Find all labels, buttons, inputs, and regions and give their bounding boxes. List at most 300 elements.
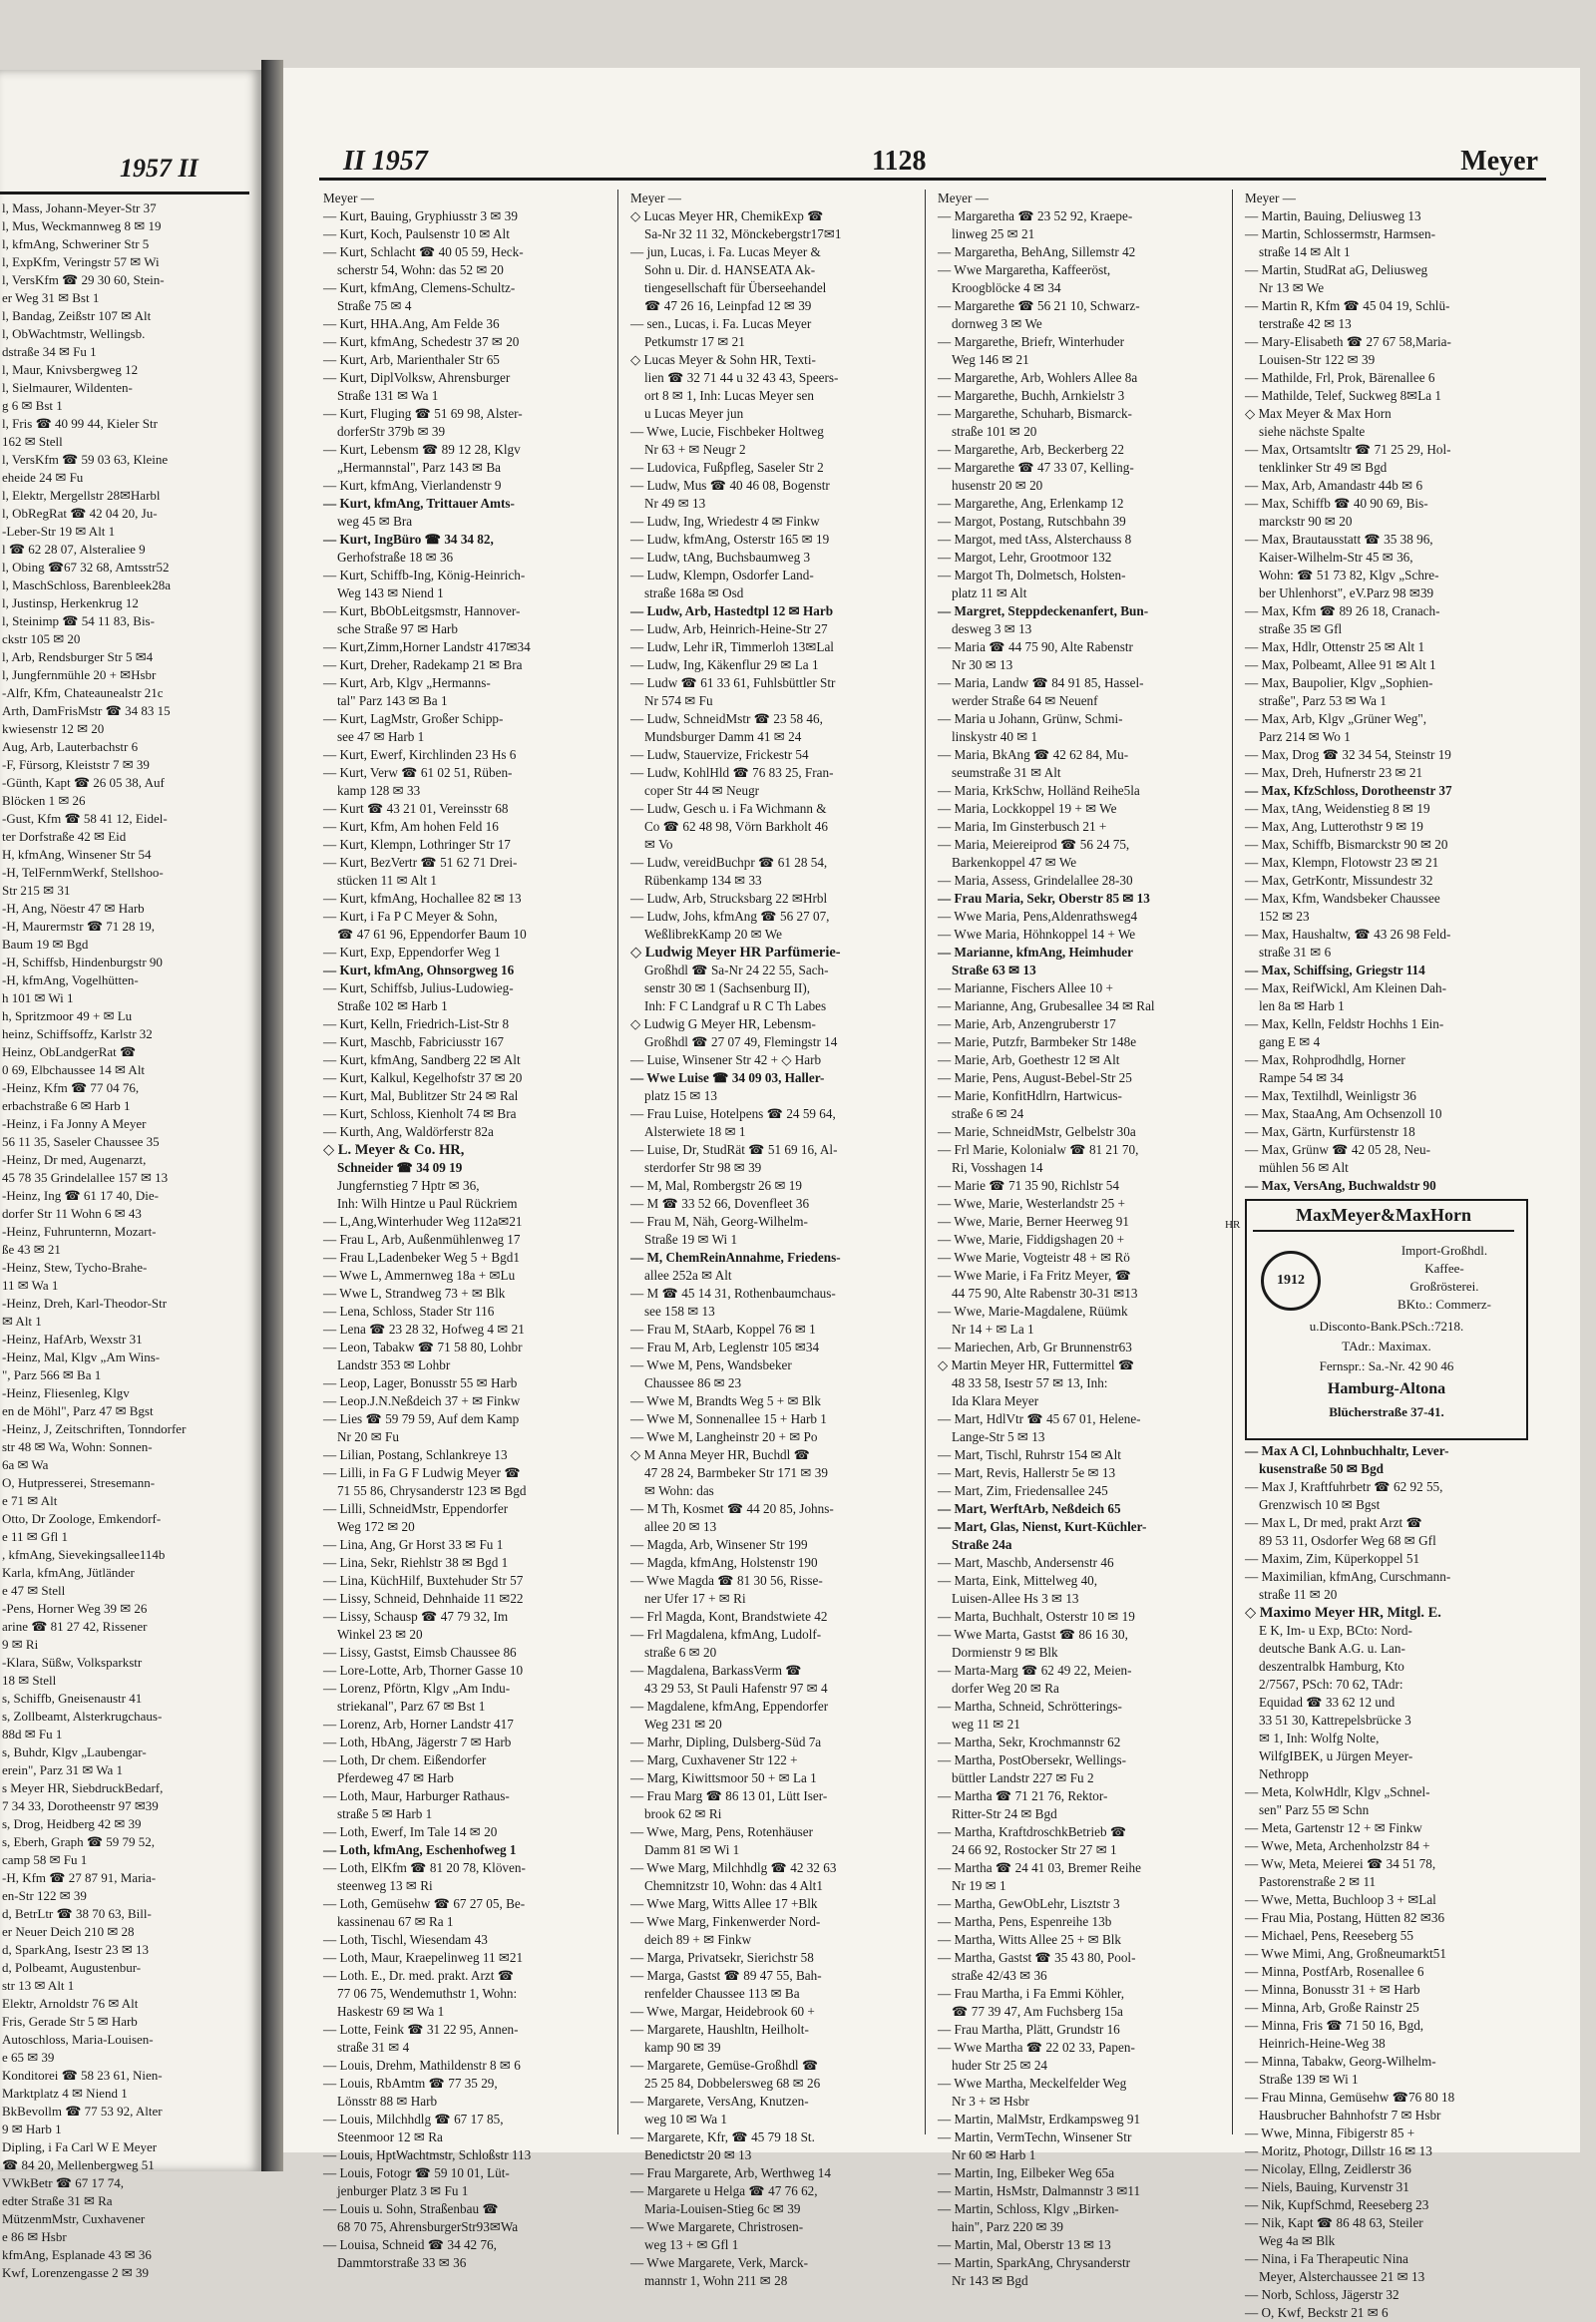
directory-entry: — M ☎ 45 14 31, Rothenbaumchaus-	[630, 1286, 836, 1301]
left-entry: en de Möhl", Parz 47 ✉ Bgst	[2, 1403, 154, 1418]
directory-entry: — Marie, Arb, Goethestr 12 ✉ Alt	[938, 1052, 1120, 1067]
left-entry: ter Dorfstraße 42 ✉ Eid	[2, 829, 127, 844]
directory-entry: — O, Kwf, Beckstr 21 ✉ 6	[1245, 2305, 1389, 2320]
directory-entry: — Ludw, kfmAng, Osterstr 165 ✉ 19	[630, 532, 830, 547]
directory-entry: Wohn: ☎ 51 73 82, Klgv „Schre-	[1259, 568, 1439, 582]
directory-entry: — Kurt, Lebensm ☎ 89 12 28, Klgv	[323, 442, 521, 457]
left-entry: l, Maur, Knivsbergweg 12	[2, 362, 139, 377]
directory-entry: — Loth, Gemüsehw ☎ 67 27 05, Be-	[323, 1896, 526, 1911]
left-entry: -Leber-Str 19 ✉ Alt 1	[2, 524, 116, 539]
directory-entry: — Frl Magdalena, kfmAng, Ludolf-	[630, 1627, 822, 1642]
ad-line: Fernspr.: Sa.-Nr. 42 90 46	[1319, 1358, 1454, 1373]
directory-entry: brook 62 ✉ Ri	[644, 1806, 722, 1821]
directory-entry: — Marie, Arb, Anzengruberstr 17	[938, 1016, 1116, 1031]
directory-entry: — Ww, Meta, Meierei ☎ 34 51 78,	[1245, 1856, 1436, 1871]
directory-entry: — Frau M, Arb, Leglenstr 105 ✉34	[630, 1340, 820, 1354]
directory-entry: — Wwe Maria, Höhnkoppel 14 + We	[938, 927, 1136, 942]
directory-entry: — Meta, Gartenstr 12 + ✉ Finkw	[1245, 1820, 1422, 1835]
directory-entry: — Kurt, kfmAng, Hochallee 82 ✉ 13	[323, 891, 522, 906]
left-entry: -Klara, Süßw, Volksparkstr	[2, 1655, 143, 1670]
left-entry: e 11 ✉ Gfl 1	[2, 1529, 69, 1544]
directory-entry: — Frau Marg ☎ 86 13 01, Lütt Iser-	[630, 1788, 828, 1803]
directory-entry: coper Str 44 ✉ Neugr	[644, 783, 760, 798]
left-entry: -H, kfmAng, Vogelhütten-	[2, 972, 139, 987]
directory-entry: — Margarethe, Schuharb, Bismarck-	[938, 406, 1132, 421]
directory-entry: Maria-Louisen-Stieg 6c ✉ 39	[644, 2201, 801, 2216]
directory-entry: — Louisa, Schneid ☎ 34 42 76,	[323, 2237, 497, 2252]
left-entry: kfmAng, Esplanade 43 ✉ 36	[2, 2247, 152, 2262]
left-header-year-text: 1957	[120, 154, 172, 183]
directory-entry: Sohn u. Dir. d. HANSEATA Ak-	[644, 262, 816, 277]
directory-entry: — Martha, GewObLehr, Lisztstr 3	[938, 1896, 1120, 1911]
left-entry: -H, Kfm ☎ 27 87 91, Maria-	[2, 1870, 157, 1885]
directory-entry: sen" Parz 55 ✉ Schn	[1259, 1802, 1370, 1817]
directory-entry: — Niels, Bauing, Kurvenstr 31	[1245, 2179, 1409, 2194]
directory-entry: — Marianne, Fischers Allee 10 +	[938, 980, 1113, 995]
directory-entry: 68 70 75, AhrensburgerStr93✉Wa	[337, 2219, 519, 2234]
directory-entry: Nr 19 ✉ 1	[952, 1878, 1006, 1893]
directory-entry: — Ludw, Mus ☎ 40 46 08, Bogenstr	[630, 478, 830, 493]
directory-entry: ◇ Martin Meyer HR, Futtermittel ☎	[938, 1357, 1135, 1372]
directory-entry: — Margarethe ☎ 47 33 07, Kelling-	[938, 460, 1134, 475]
directory-entry: dorfer Weg 20 ✉ Ra	[952, 1681, 1059, 1696]
directory-entry: — Margaretha, BehAng, Sillemstr 42	[938, 244, 1136, 259]
left-entry: Autoschloss, Maria-Louisen-	[2, 2032, 154, 2047]
left-entry: Dipling, i Fa Carl W E Meyer	[2, 2139, 158, 2154]
directory-entry: — Wwe Margarete, Christrosen-	[630, 2219, 804, 2234]
left-entry: ", Parz 566 ✉ Ba 1	[2, 1367, 102, 1382]
directory-entry: — Marga, Gastst ☎ 89 47 55, Bah-	[630, 1968, 822, 1983]
directory-entry: kassinenau 67 ✉ Ra 1	[337, 1914, 454, 1929]
directory-entry: WeßlibrekKamp 20 ✉ We	[644, 927, 782, 942]
directory-entry: — Frau M, Näh, Georg-Wilhelm-	[630, 1214, 808, 1229]
directory-entry: — M ☎ 33 52 66, Dovenfleet 36	[630, 1196, 810, 1211]
directory-entry: — Lilian, Postang, Schlankreye 13	[323, 1447, 508, 1462]
directory-entry: Heinrich-Heine-Weg 38	[1259, 2036, 1386, 2051]
left-entry: s, Eberh, Graph ☎ 59 79 52,	[2, 1834, 156, 1849]
directory-entry: Mundsburger Damm 41 ✉ 24	[644, 729, 802, 744]
left-entry: Blöcken 1 ✉ 26	[2, 793, 86, 808]
directory-entry: ◇ Lucas Meyer & Sohn HR, Texti-	[630, 352, 816, 367]
directory-entry: — Kurt, Kalkul, Kegelhofstr 37 ✉ 20	[323, 1070, 523, 1085]
ad-hr-label: HR	[1225, 1219, 1241, 1231]
directory-entry: kamp 90 ✉ 39	[644, 2040, 721, 2055]
directory-entry: ☎ 47 61 96, Eppendorfer Baum 10	[337, 927, 527, 942]
directory-entry: — Marg, Cuxhavener Str 122 +	[630, 1752, 798, 1767]
directory-entry: ◇ L. Meyer & Co. HR,	[323, 1142, 465, 1158]
directory-entry: — Loth, Tischl, Wiesendam 43	[323, 1932, 488, 1947]
directory-entry: — Margot, med tAss, Alsterchauss 8	[938, 532, 1132, 547]
directory-entry: — Kurt, kfmAng, Clemens-Schultz-	[323, 280, 516, 295]
ad-slot	[1225, 1195, 1546, 1442]
directory-entry: striekanal", Parz 67 ✉ Bst 1	[337, 1699, 486, 1714]
directory-entry: — Frau Martha, Plätt, Grundstr 16	[938, 2022, 1120, 2037]
directory-entry: — Magda, kfmAng, Holstenstr 190	[630, 1555, 818, 1570]
directory-entry: — Max L, Dr med, prakt Arzt ☎	[1245, 1515, 1422, 1530]
directory-entry: — Martha ☎ 71 21 76, Rektor-	[938, 1788, 1108, 1803]
left-entry: 11 ✉ Wa 1	[2, 1278, 59, 1293]
left-entry: -Heinz, Stew, Tycho-Brahe-	[2, 1260, 148, 1275]
directory-entry: — Mart, Revis, Hallerstr 5e ✉ 13	[938, 1465, 1116, 1480]
directory-entry: — Marianne, Ang, Grubesallee 34 ✉ Ral	[938, 998, 1155, 1013]
left-entry: VWkBetr ☎ 67 17 74,	[2, 2175, 124, 2190]
directory-entry: straße 31 ✉ 6	[1259, 945, 1332, 960]
directory-entry: — Ludw, Johs, kfmAng ☎ 56 27 07,	[630, 909, 830, 924]
directory-entry: — Mariechen, Arb, Gr Brunnenstr63	[938, 1340, 1132, 1354]
left-entry: -Heinz, Dreh, Karl-Theodor-Str	[2, 1296, 168, 1311]
directory-entry: — Max, ReifWickl, Am Kleinen Dah-	[1245, 980, 1446, 995]
directory-entry: Rübenkamp 134 ✉ 33	[644, 873, 762, 888]
left-entry: e 65 ✉ 39	[2, 2050, 55, 2065]
directory-entry: Petkumstr 17 ✉ 21	[644, 334, 745, 349]
directory-entry: ✉ Vo	[644, 837, 673, 852]
directory-entry: Weg 146 ✉ 21	[952, 352, 1029, 367]
directory-entry: — M, Mal, Rombergstr 26 ✉ 19	[630, 1178, 802, 1193]
directory-entry: ✉ Wohn: das	[644, 1483, 714, 1498]
directory-entry: — Kurt, Kelln, Friedrich-List-Str 8	[323, 1016, 510, 1031]
ad-line: Großrösterei.	[1409, 1279, 1479, 1294]
directory-entry: — Wwe L, Ammernweg 18a + ✉Lu	[323, 1268, 516, 1283]
ad-seal-logo: 1912	[1261, 1251, 1321, 1311]
left-entry: e 86 ✉ Hsbr	[2, 2229, 67, 2244]
directory-entry: Straße 131 ✉ Wa 1	[337, 388, 439, 403]
directory-entry: huder Str 25 ✉ 24	[952, 2058, 1048, 2073]
directory-entry: — Kurt, Dreher, Radekamp 21 ✉ Bra	[323, 657, 523, 672]
directory-entry: — Max, Brautausstatt ☎ 35 38 96,	[1245, 532, 1433, 547]
directory-entry: — Max, Arb, Amandastr 44b ✉ 6	[1245, 478, 1423, 493]
directory-entry: 44 75 90, Alte Rabenstr 30-31 ✉13	[952, 1286, 1138, 1301]
directory-entry: 48 33 58, Isestr 57 ✉ 13, Inh:	[952, 1375, 1108, 1390]
directory-entry: — Lilli, in Fa G F Ludwig Meyer ☎	[323, 1465, 521, 1480]
directory-entry: Nr 60 ✉ Harb 1	[952, 2147, 1036, 2162]
directory-entry: — Lissy, Gastst, Eimsb Chaussee 86	[323, 1645, 517, 1660]
directory-entry: — Max, Schiffb ☎ 40 90 69, Bis-	[1245, 496, 1428, 511]
directory-entry: — Leop.J.N.Neßdeich 37 + ✉ Finkw	[323, 1393, 521, 1408]
directory-entry: mühlen 56 ✉ Alt	[1259, 1160, 1349, 1175]
directory-entry: — Wwe Marg, Witts Allee 17 +Blk	[630, 1896, 818, 1911]
directory-entry: — Ludw, vereidBuchpr ☎ 61 28 54,	[630, 855, 828, 870]
directory-entry: — Margarete, Kfr, ☎ 45 79 18 St.	[630, 2129, 815, 2144]
directory-entry: — Wwe, Marie-Magdalene, Rüümk	[938, 1304, 1128, 1319]
directory-entry: Dammtorstraße 33 ✉ 36	[337, 2255, 467, 2270]
left-entry: Aug, Arb, Lauterbachstr 6	[2, 739, 139, 754]
directory-entry: — Wwe, Lucie, Fischbeker Holtweg	[630, 424, 824, 439]
directory-entry: E K, Im- u Exp, BCto: Nord-	[1259, 1623, 1412, 1638]
directory-entry: — Max, Baupolier, Klgv „Sophien-	[1245, 675, 1433, 690]
directory-entry: see 158 ✉ 13	[644, 1304, 715, 1319]
directory-entry: — Lore-Lotte, Arb, Thorner Gasse 10	[323, 1663, 524, 1678]
left-entry: l, Bandag, Zeißstr 107 ✉ Alt	[2, 308, 152, 323]
directory-entry: ◇ Ludwig Meyer HR Parfümerie-	[630, 945, 841, 961]
directory-entry: — Wwe Martha ☎ 22 02 33, Papen-	[938, 2040, 1135, 2055]
directory-entry: — Lissy, Schneid, Dehnhaide 11 ✉22	[323, 1591, 524, 1606]
directory-entry: Kroogblöcke 4 ✉ 34	[952, 280, 1061, 295]
directory-entry: ☎ 47 26 16, Leinpfad 12 ✉ 39	[644, 298, 812, 313]
directory-entry: seumstraße 31 ✉ Alt	[952, 765, 1061, 780]
directory-entry: — Marie, KonfitHdlrn, Hartwicus-	[938, 1088, 1122, 1103]
directory-entry: ◇ M Anna Meyer HR, Buchdl ☎	[630, 1447, 811, 1462]
left-entry: d, BetrLtr ☎ 38 70 63, Bill-	[2, 1906, 152, 1921]
directory-entry: dornweg 3 ✉ We	[952, 316, 1042, 331]
left-entry: s, Zollbeamt, Alsterkrugchaus-	[2, 1709, 163, 1724]
directory-entry: — Leop, Lager, Bonusstr 55 ✉ Harb	[323, 1375, 518, 1390]
directory-entry: ☎ 77 39 47, Am Fuchsberg 15a	[952, 2004, 1123, 2019]
directory-entry: — Margarethe, Ang, Erlenkamp 12	[938, 496, 1124, 511]
directory-entry: ◇ Lucas Meyer HR, ChemikExp ☎	[630, 208, 824, 223]
directory-entry: Co ☎ 62 48 98, Vörn Barkholt 46	[644, 819, 828, 834]
directory-entry: Nr 49 ✉ 13	[644, 496, 706, 511]
directory-entry: Nethropp	[1259, 1766, 1309, 1781]
directory-entry: — Magda, Arb, Winsener Str 199	[630, 1537, 808, 1552]
directory-entry: — Kurt, kfmAng, Trittauer Amts-	[323, 496, 515, 511]
right-page	[283, 68, 1580, 2320]
directory-entry: sterdorfer Str 98 ✉ 39	[644, 1160, 762, 1175]
directory-entry: — Ludw, SchneidMstr ☎ 23 58 46,	[630, 711, 823, 726]
ad-line: Kaffee-	[1424, 1261, 1464, 1276]
directory-entry: — Kurt, kfmAng, Vierlandenstr 9	[323, 478, 502, 493]
directory-entry: weg 10 ✉ Wa 1	[644, 2112, 727, 2127]
directory-entry: renfelder Chaussee 113 ✉ Ba	[644, 1986, 800, 2001]
column-head: Meyer —	[630, 191, 681, 205]
left-entry: Konditorei ☎ 58 23 61, Nien-	[2, 2068, 163, 2083]
left-entry: -Heinz, i Fa Jonny A Meyer	[2, 1116, 147, 1131]
directory-entry: — Wwe Margarete, Verk, Marck-	[630, 2255, 808, 2270]
directory-entry: Nr 14 + ✉ La 1	[952, 1322, 1034, 1337]
directory-entry: hain", Parz 220 ✉ 39	[952, 2219, 1064, 2234]
left-entry: d, SparkAng, Isestr 23 ✉ 13	[2, 1942, 150, 1957]
directory-entry: — Maria, Assess, Grindelallee 28-30	[938, 873, 1133, 888]
directory-entry: — Kurt, Arb, Marienthaler Str 65	[323, 352, 500, 367]
directory-entry: platz 11 ✉ Alt	[952, 585, 1027, 600]
directory-entry: Nr 30 ✉ 13	[952, 657, 1013, 672]
directory-entry: 77 06 75, Wendemuthstr 1, Wohn:	[337, 1986, 518, 2001]
directory-entry: — Martin, MalMstr, Erdkampsweg 91	[938, 2112, 1141, 2127]
left-entry: 7 34 33, Dorotheenstr 97 ✉39	[2, 1798, 159, 1813]
directory-entry: — Ludw, tAng, Buchsbaumweg 3	[630, 550, 811, 565]
directory-entry: Meyer, Alsterchaussee 21 ✉ 13	[1259, 2269, 1425, 2284]
directory-entry: — Margarete u Helga ☎ 47 76 62,	[630, 2183, 818, 2198]
directory-entry: straße 168a ✉ Osd	[644, 585, 744, 600]
directory-entry: — Frl Marie, Kolonialw ☎ 81 21 70,	[938, 1142, 1139, 1157]
directory-entry: — Max, Grünw ☎ 42 05 28, Neu-	[1245, 1142, 1431, 1157]
directory-entry: Haskestr 69 ✉ Wa 1	[337, 2004, 445, 2019]
directory-entry: — Magdalena, BarkassVerm ☎	[630, 1663, 802, 1678]
left-entry: Marktplatz 4 ✉ Niend 1	[2, 2086, 128, 2101]
directory-entry: — Wwe Marg, Finkenwerder Nord-	[630, 1914, 821, 1929]
left-entry: g 6 ✉ Bst 1	[2, 398, 63, 413]
left-entry: e 71 ✉ Alt	[2, 1493, 58, 1508]
directory-entry: — Wwe, Marg, Pens, Rotenhäuser	[630, 1824, 814, 1839]
directory-entry: — Margarethe ☎ 56 21 10, Schwarz-	[938, 298, 1140, 313]
directory-entry: — Wwe Marta, Gastst ☎ 86 16 30,	[938, 1627, 1128, 1642]
left-entry: en-Str 122 ✉ 39	[2, 1888, 87, 1903]
left-header-year	[120, 154, 199, 184]
directory-entry: Chemnitzstr 10, Wohn: das 4 Alt1	[644, 1878, 823, 1893]
directory-entry: — Max, Drog ☎ 32 34 54, Steinstr 19	[1245, 747, 1451, 762]
left-entry: l, VersKfm ☎ 29 30 60, Stein-	[2, 272, 165, 287]
left-entry: -Günth, Kapt ☎ 26 05 38, Auf	[2, 775, 165, 790]
directory-entry: 47 28 24, Barmbeker Str 171 ✉ 39	[644, 1465, 828, 1480]
directory-entry: — Kurt, Bauing, Gryphiusstr 3 ✉ 39	[323, 208, 518, 223]
directory-entry: — Maria, Meiereiprod ☎ 56 24 75,	[938, 837, 1130, 852]
directory-entry: — Loth, kfmAng, Eschenhofweg 1	[323, 1842, 517, 1857]
directory-entry: — Martha, Gastst ☎ 35 43 80, Pool-	[938, 1950, 1136, 1965]
directory-entry: ◇ Max Meyer & Max Horn	[1245, 406, 1392, 421]
directory-entry: Equidad ☎ 33 62 12 und	[1259, 1695, 1396, 1710]
directory-entry: — Frau Mia, Postang, Hütten 82 ✉36	[1245, 1910, 1445, 1925]
left-entry: camp 58 ✉ Fu 1	[2, 1852, 88, 1867]
directory-entry: Weg 143 ✉ Niend 1	[337, 585, 444, 600]
directory-entry: — Lena ☎ 23 28 32, Hofweg 4 ✉ 21	[323, 1322, 525, 1337]
directory-entry: — Kurt, BezVertr ☎ 51 62 71 Drei-	[323, 855, 518, 870]
directory-entry: 152 ✉ 23	[1259, 909, 1310, 924]
directory-entry: — Lina, Ang, Gr Horst 33 ✉ Fu 1	[323, 1537, 504, 1552]
directory-entry: — Wwe Marie, i Fa Fritz Meyer, ☎	[938, 1268, 1132, 1283]
left-entry: d, Polbeamt, Augustenbur-	[2, 1960, 142, 1975]
directory-entry: — Martha, KraftdroschkBetrieb ☎	[938, 1824, 1127, 1839]
directory-entry: — Wwe Margaretha, Kaffeeröst,	[938, 262, 1111, 277]
left-entry: l, Justinsp, Herkenkrug 12	[2, 595, 139, 610]
left-entry: l, Elektr, Mergellstr 28✉Harbl	[2, 488, 161, 503]
directory-entry: — Max, StaaAng, Am Ochsenzoll 10	[1245, 1106, 1442, 1121]
directory-entry: Chaussee 86 ✉ 23	[644, 1375, 742, 1390]
directory-entry: — Frau Maria, Sekr, Oberstr 85 ✉ 13	[938, 891, 1150, 906]
left-entry: l, MaschSchloss, Barenbleek28a	[2, 578, 171, 592]
left-entry: , kfmAng, Sievekingsallee114b	[2, 1547, 166, 1562]
directory-entry: straße 42/43 ✉ 36	[952, 1968, 1047, 1983]
directory-entry: 24 66 92, Rostocker Str 27 ✉ 1	[952, 1842, 1117, 1857]
directory-entry: Pferdeweg 47 ✉ Harb	[337, 1770, 454, 1785]
directory-entry: Barkenkoppel 47 ✉ We	[952, 855, 1077, 870]
directory-entry: straße 6 ✉ 24	[952, 1106, 1024, 1121]
directory-entry: Damm 81 ✉ Wi 1	[644, 1842, 740, 1857]
left-entry: ckstr 105 ✉ 20	[2, 631, 81, 646]
directory-entry: büttler Landstr 227 ✉ Fu 2	[952, 1770, 1094, 1785]
directory-entry: Nr 574 ✉ Fu	[644, 693, 713, 708]
directory-entry: — Louis, Milchhdlg ☎ 67 17 85,	[323, 2112, 504, 2127]
directory-entry: — Wwe Marg, Milchhdlg ☎ 42 32 63	[630, 1860, 837, 1875]
directory-entry: — Wwe, Meta, Archenholzstr 84 +	[1245, 1838, 1430, 1853]
ad-line: BKto.: Commerz-	[1397, 1297, 1491, 1312]
directory-entry: Dormienstr 9 ✉ Blk	[952, 1645, 1058, 1660]
directory-entry: — Norb, Schloss, Jägerstr 32	[1245, 2287, 1399, 2302]
directory-entry: — Frau Minna, Gemüsehw ☎76 80 18	[1245, 2090, 1455, 2105]
directory-entry: lien ☎ 32 71 44 u 32 43 43, Speers-	[644, 370, 839, 385]
left-entry: -Heinz, Fuhrunternn, Mozart-	[2, 1224, 157, 1239]
directory-entry: — Kurt, Ewerf, Kirchlinden 23 Hs 6	[323, 747, 517, 762]
directory-entry: — Martin, Ing, Eilbeker Weg 65a	[938, 2165, 1115, 2180]
directory-entry: Nr 13 ✉ We	[1259, 280, 1325, 295]
directory-entry: — Max, Schiffsing, Griegstr 114	[1245, 963, 1425, 977]
left-entry: l, Jungfernmühle 20 + ✉Hsbr	[2, 667, 157, 682]
directory-entry: — Ludw, Arb, Hastedtpl 12 ✉ Harb	[630, 603, 834, 618]
directory-entry: — Nik, KupfSchmd, Reeseberg 23	[1245, 2197, 1429, 2212]
directory-entry: — Max, Polbeamt, Allee 91 ✉ Alt 1	[1245, 657, 1436, 672]
left-entry: Elektr, Arnoldstr 76 ✉ Alt	[2, 1996, 139, 2011]
directory-entry: allee 252a ✉ Alt	[644, 1268, 732, 1283]
left-entry: l, Sielmaurer, Wildenten-	[2, 380, 133, 395]
directory-entry: Louisen-Str 122 ✉ 39	[1259, 352, 1376, 367]
directory-entry: — Margaretha ☎ 23 52 92, Kraepe-	[938, 208, 1133, 223]
directory-entry: — Mart, Maschb, Andersenstr 46	[938, 1555, 1114, 1570]
left-column	[0, 199, 254, 2282]
directory-entry: — Mart, Glas, Nienst, Kurt-Küchler-	[938, 1519, 1147, 1534]
directory-entry: — Ludw, Ing, Wriedestr 4 ✉ Finkw	[630, 514, 820, 529]
directory-entry: — Wwe, Marie, Berner Heerweg 91	[938, 1214, 1129, 1229]
left-entry: -Heinz, Fliesenleg, Klgv	[2, 1385, 130, 1400]
directory-entry: Weg 172 ✉ 20	[337, 1519, 415, 1534]
directory-entry: — Michael, Pens, Reeseberg 55	[1245, 1928, 1413, 1943]
directory-entry: — Lilli, SchneidMstr, Eppendorfer	[323, 1501, 509, 1516]
directory-entry: — Leon, Tabakw ☎ 71 58 80, Lohbr	[323, 1340, 523, 1354]
directory-entry: — Martin R, Kfm ☎ 45 04 19, Schlü-	[1245, 298, 1450, 313]
left-entry: -Heinz, Mal, Klgv „Am Wins-	[2, 1350, 161, 1364]
directory-entry: Grenzwisch 10 ✉ Bgst	[1259, 1497, 1381, 1512]
directory-entry: — Mart, Zim, Friedensallee 245	[938, 1483, 1108, 1498]
left-entry: Karla, kfmAng, Jütländer	[2, 1565, 135, 1580]
directory-entry: — Kurt, kfmAng, Sandberg 22 ✉ Alt	[323, 1052, 521, 1067]
directory-entry: — Margot Th, Dolmetsch, Holsten-	[938, 568, 1126, 582]
left-entry: Fris, Gerade Str 5 ✉ Harb	[2, 2014, 138, 2029]
header-rule	[319, 178, 1546, 181]
directory-entry: Ida Klara Meyer	[952, 1393, 1039, 1408]
left-entry: edter Straße 31 ✉ Ra	[2, 2193, 113, 2208]
directory-entry: straße 11 ✉ 20	[1259, 1587, 1338, 1602]
left-entry: e 47 ✉ Stell	[2, 1583, 66, 1598]
directory-entry: 43 29 53, St Pauli Hafenstr 97 ✉ 4	[644, 1681, 828, 1696]
directory-entry: — Nicolay, Ellng, Zeidlerstr 36	[1245, 2161, 1411, 2176]
left-entry: -Heinz, Dr med, Augenarzt,	[2, 1152, 147, 1167]
directory-entry: Weg 231 ✉ 20	[644, 1717, 722, 1732]
directory-entry: ber Uhlenhorst", eV.Parz 98 ✉39	[1259, 585, 1434, 600]
directory-entry: — Minna, Fris ☎ 71 50 16, Bgd,	[1245, 2018, 1424, 2033]
directory-entry: — Maria, KrkSchw, Holländ Reihe5la	[938, 783, 1140, 798]
left-entry: Otto, Dr Zoologe, Emkendorf-	[2, 1511, 162, 1526]
directory-entry: — Lies ☎ 59 79 59, Auf dem Kamp	[323, 1411, 520, 1426]
directory-entry: Benedictstr 20 ✉ 13	[644, 2147, 752, 2162]
directory-entry: mannstr 1, Wohn 211 ✉ 28	[644, 2273, 788, 2288]
left-header-vol-text: II	[178, 154, 199, 183]
left-entry: l, ObRegRat ☎ 42 04 20, Ju-	[2, 506, 158, 521]
directory-entry: — Martin, Mal, Oberstr 13 ✉ 13	[938, 2237, 1111, 2252]
directory-entry: — Louis, Drehm, Mathildenstr 8 ✉ 6	[323, 2058, 521, 2073]
directory-entry: Großhdl ☎ 27 07 49, Flemingstr 14	[644, 1034, 838, 1049]
directory-entry: Parz 214 ✉ Wo 1	[1259, 729, 1351, 744]
directory-entry: — Kurt, Schiffsb, Julius-Ludowieg-	[323, 980, 514, 995]
directory-entry: — Max, Ortsamtsltr ☎ 71 25 29, Hol-	[1245, 442, 1451, 457]
directory-entry: — sen., Lucas, i. Fa. Lucas Meyer	[630, 316, 812, 331]
directory-entry: — Margarethe, Briefr, Winterhuder	[938, 334, 1125, 349]
directory-entry: Straße 63 ✉ 13	[952, 963, 1036, 977]
directory-entry: — Martha ☎ 24 41 03, Bremer Reihe	[938, 1860, 1141, 1875]
directory-entry: — Max, GetrKontr, Missundestr 32	[1245, 873, 1433, 888]
left-entry: heinz, Schiffsoffz, Karlstr 32	[2, 1026, 153, 1041]
left-entry: str 13 ✉ Alt 1	[2, 1978, 75, 1993]
left-entry: Arth, DamFrisMstr ☎ 34 83 15	[2, 703, 171, 718]
directory-entry: — Minna, PostfArb, Rosenallee 6	[1245, 1964, 1424, 1979]
directory-entry: ort 8 ✉ 1, Inh: Lucas Meyer sen	[644, 388, 814, 403]
directory-entry: kamp 128 ✉ 33	[337, 783, 421, 798]
left-entry: MützenmMstr, Cuxhavener	[2, 2211, 146, 2226]
directory-entry: Nr 20 ✉ Fu	[337, 1429, 399, 1444]
left-entry: l ☎ 62 28 07, Alsteraliee 9	[2, 542, 146, 557]
directory-entry: — Max, Rohprodhdlg, Horner	[1245, 1052, 1405, 1067]
left-entry: 18 ✉ Stell	[2, 1673, 57, 1688]
directory-entry: — Maria, Lockkoppel 19 + ✉ We	[938, 801, 1117, 816]
directory-entry: — Martin, HsMstr, Dalmannstr 3 ✉11	[938, 2183, 1141, 2198]
directory-entry: — Frau Luise, Hotelpens ☎ 24 59 64,	[630, 1106, 836, 1121]
directory-entry: — Loth, Dr chem. Eißendorfer	[323, 1752, 487, 1767]
